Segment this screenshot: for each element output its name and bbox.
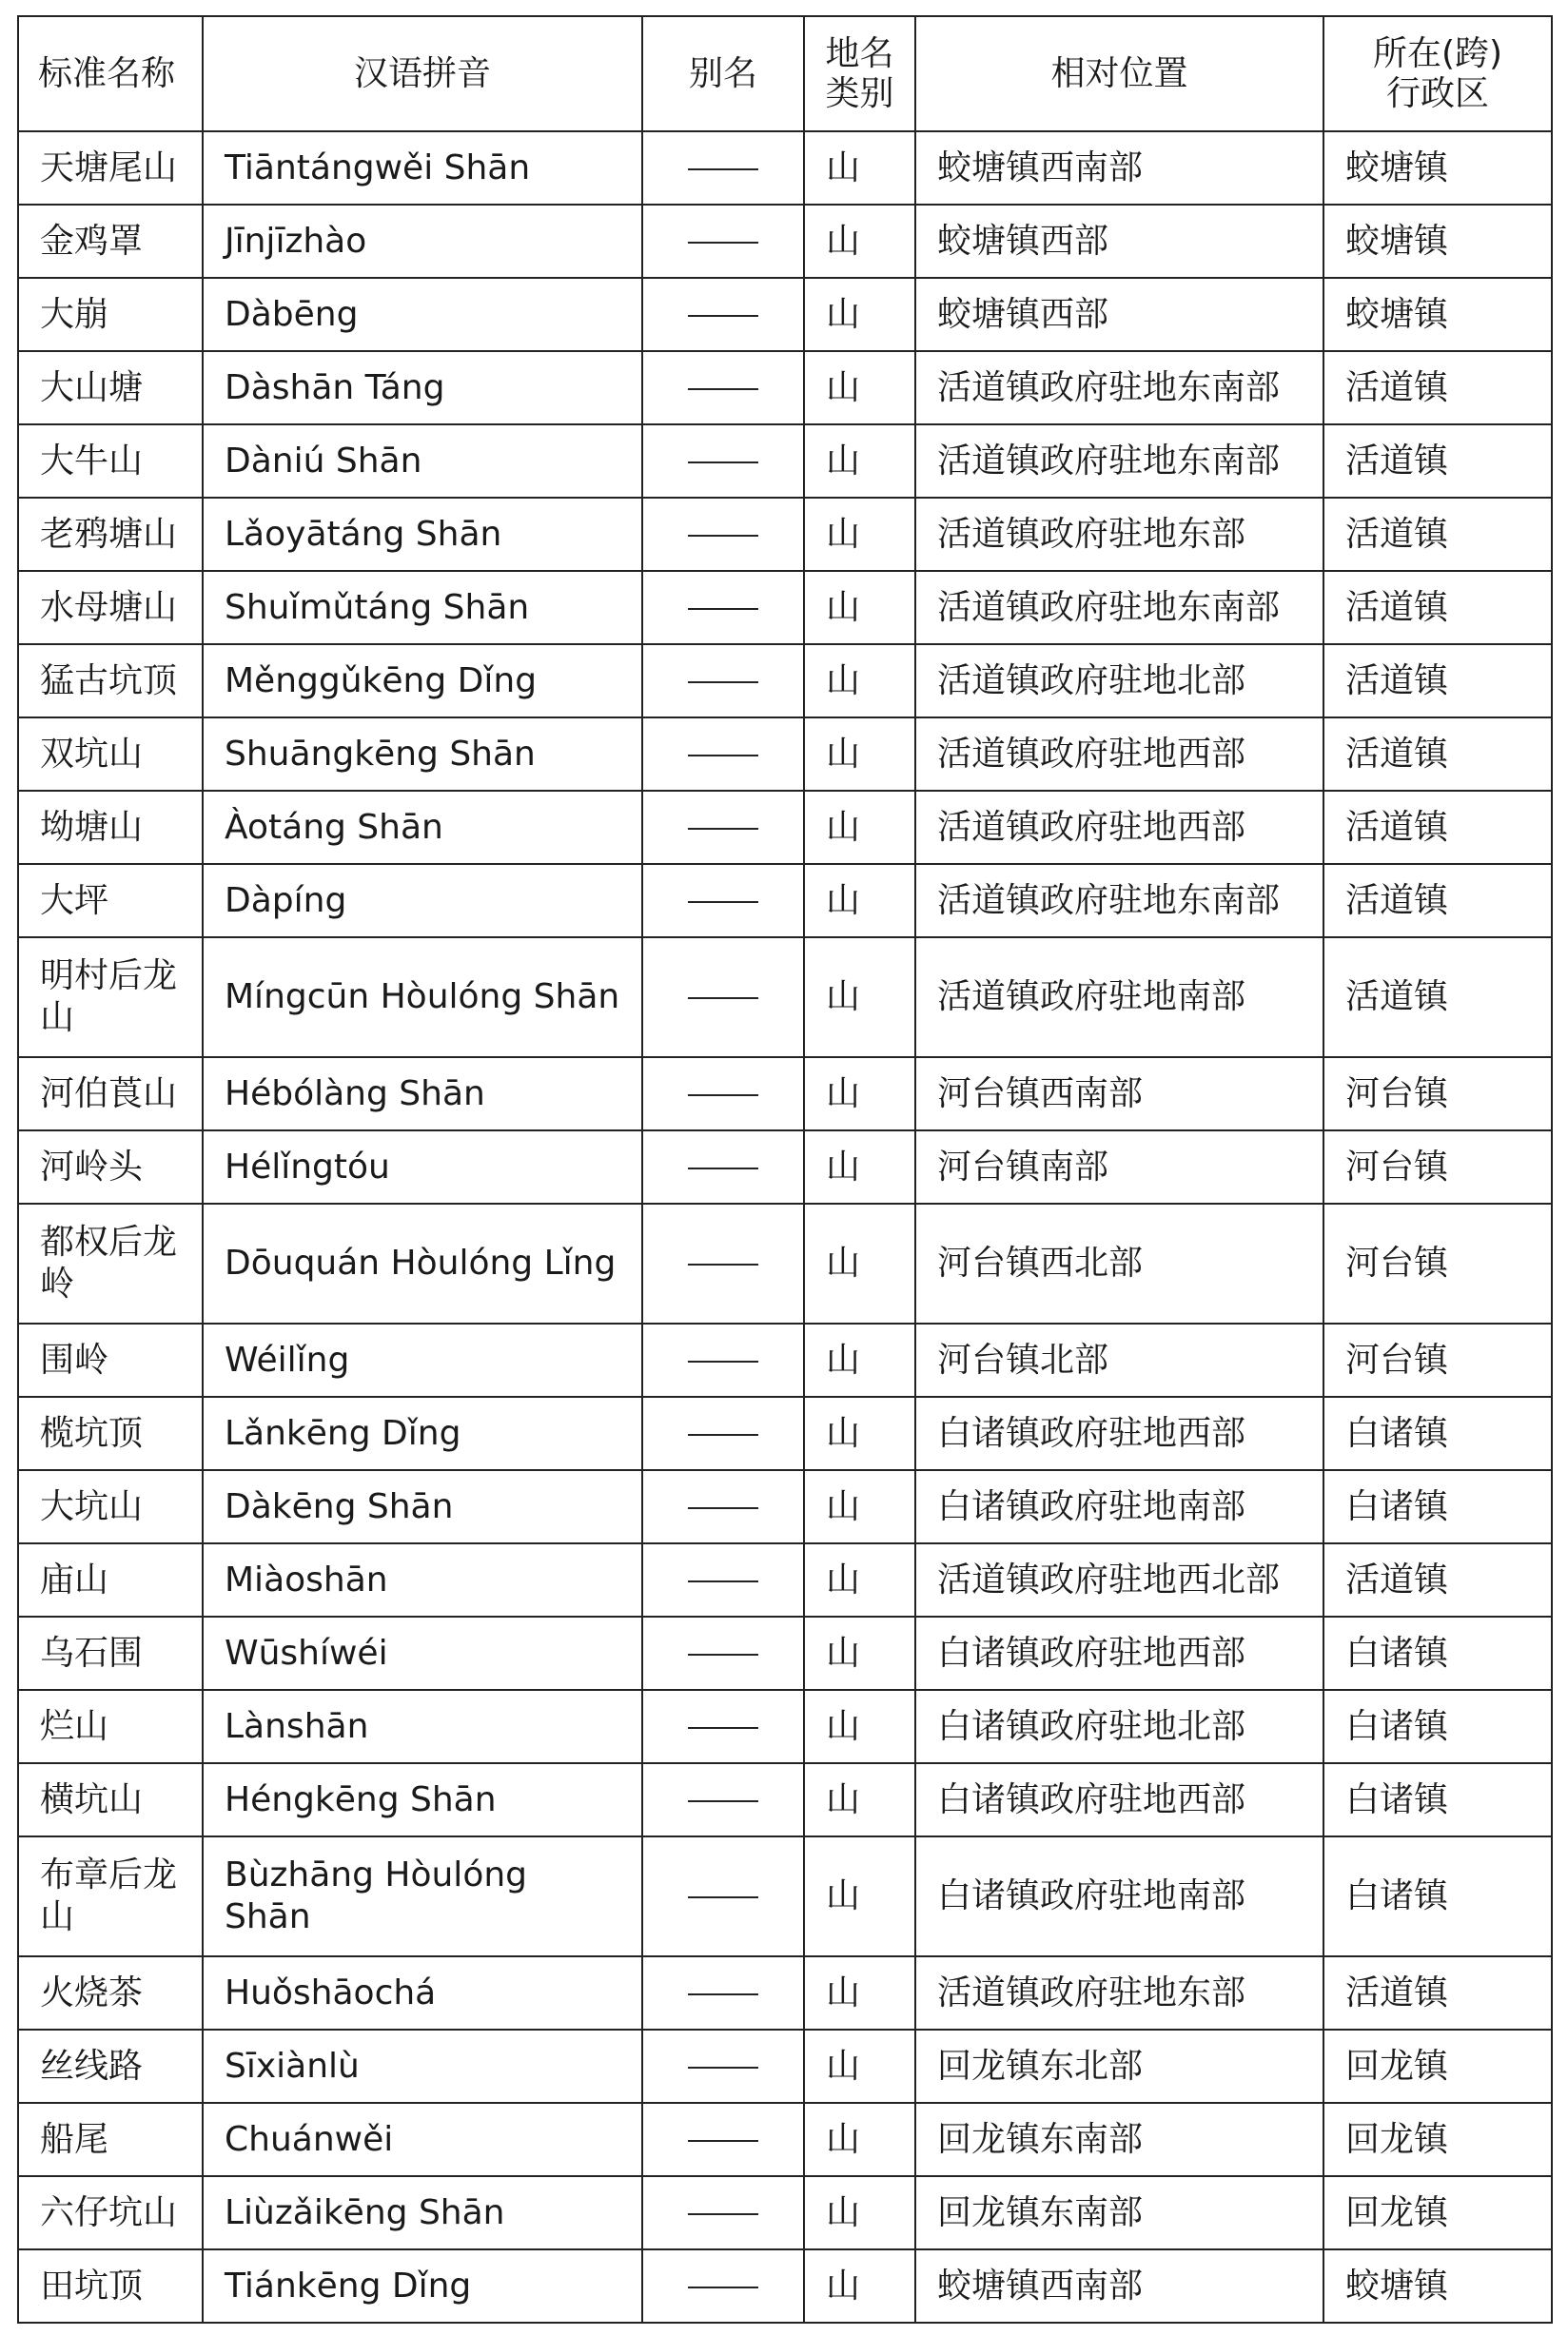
cell-relative-position: 蛟塘镇西南部 <box>915 131 1323 205</box>
alias-empty-dash <box>688 1094 758 1096</box>
cell-admin-region: 活道镇 <box>1323 1956 1552 2030</box>
cell-admin-region: 活道镇 <box>1323 717 1552 791</box>
table-row <box>18 1324 1552 1397</box>
cell-relative-position: 白诸镇政府驻地南部 <box>915 1470 1323 1543</box>
cell-alias <box>642 1324 804 1397</box>
cell-pinyin: Wéilǐng <box>203 1324 642 1397</box>
cell-place-type: 山 <box>804 937 915 1057</box>
alias-empty-dash <box>688 997 758 999</box>
header-admin-region-line2: 行政区 <box>1385 73 1489 113</box>
table-row <box>18 791 1552 864</box>
cell-place-type: 山 <box>804 717 915 791</box>
cell-place-type: 山 <box>804 351 915 424</box>
cell-alias <box>642 791 804 864</box>
cell-alias <box>642 498 804 571</box>
table-row <box>18 2103 1552 2176</box>
cell-standard-name: 天塘尾山 <box>18 131 203 205</box>
cell-relative-position: 白诸镇政府驻地西部 <box>915 1617 1323 1690</box>
cell-alias <box>642 864 804 937</box>
cell-relative-position: 回龙镇东南部 <box>915 2103 1323 2176</box>
cell-place-type: 山 <box>804 205 915 278</box>
cell-alias <box>642 205 804 278</box>
cell-place-type: 山 <box>804 1057 915 1130</box>
cell-alias <box>642 1617 804 1690</box>
cell-alias <box>642 1543 804 1617</box>
cell-relative-position: 白诸镇政府驻地西部 <box>915 1397 1323 1470</box>
table-row <box>18 571 1552 644</box>
table-row <box>18 1690 1552 1763</box>
cell-relative-position: 河台镇西北部 <box>915 1204 1323 1324</box>
alias-empty-dash <box>688 1361 758 1363</box>
cell-admin-region: 回龙镇 <box>1323 2030 1552 2103</box>
alias-empty-dash <box>688 1264 758 1266</box>
table-row <box>18 1397 1552 1470</box>
cell-standard-name: 明村后龙山 <box>18 937 203 1057</box>
cell-place-type: 山 <box>804 131 915 205</box>
cell-relative-position: 活道镇政府驻地东部 <box>915 498 1323 571</box>
cell-pinyin: Lǎoyātáng Shān <box>203 498 642 571</box>
cell-standard-name: 乌石围 <box>18 1617 203 1690</box>
cell-place-type: 山 <box>804 571 915 644</box>
cell-admin-region: 活道镇 <box>1323 791 1552 864</box>
cell-admin-region: 蛟塘镇 <box>1323 131 1552 205</box>
alias-empty-dash <box>688 2287 758 2288</box>
alias-empty-dash <box>688 388 758 390</box>
cell-pinyin: Sīxiànlù <box>203 2030 642 2103</box>
cell-place-type: 山 <box>804 1690 915 1763</box>
cell-admin-region: 活道镇 <box>1323 1543 1552 1617</box>
cell-standard-name: 船尾 <box>18 2103 203 2176</box>
cell-admin-region: 蛟塘镇 <box>1323 2249 1552 2323</box>
cell-place-type: 山 <box>804 1324 915 1397</box>
cell-pinyin: Míngcūn Hòulóng Shān <box>203 937 642 1057</box>
cell-pinyin: Dàshān Táng <box>203 351 642 424</box>
alias-empty-dash <box>688 1654 758 1656</box>
table-row <box>18 1204 1552 1324</box>
header-admin-region-line1: 所在(跨) <box>1372 33 1503 73</box>
alias-empty-dash <box>688 1580 758 1582</box>
table-row <box>18 1617 1552 1690</box>
cell-relative-position: 蛟塘镇西南部 <box>915 2249 1323 2323</box>
header-admin-region <box>1323 16 1552 131</box>
table-row <box>18 205 1552 278</box>
cell-pinyin: Àotáng Shān <box>203 791 642 864</box>
alias-empty-dash <box>688 535 758 537</box>
cell-place-type: 山 <box>804 1204 915 1324</box>
cell-place-type: 山 <box>804 2103 915 2176</box>
cell-relative-position: 蛟塘镇西部 <box>915 278 1323 351</box>
alias-empty-dash <box>688 2067 758 2069</box>
cell-admin-region: 活道镇 <box>1323 351 1552 424</box>
table-row <box>18 1836 1552 1956</box>
alias-empty-dash <box>688 242 758 244</box>
cell-alias <box>642 424 804 498</box>
cell-admin-region: 白诸镇 <box>1323 1397 1552 1470</box>
cell-relative-position: 活道镇政府驻地西北部 <box>915 1543 1323 1617</box>
alias-empty-dash <box>688 1507 758 1509</box>
table-row <box>18 1470 1552 1543</box>
header-relative-position: 相对位置 <box>915 16 1323 131</box>
cell-standard-name: 老鸦塘山 <box>18 498 203 571</box>
cell-standard-name: 河伯莨山 <box>18 1057 203 1130</box>
cell-standard-name: 大山塘 <box>18 351 203 424</box>
cell-alias <box>642 937 804 1057</box>
cell-alias <box>642 1836 804 1956</box>
table-row <box>18 424 1552 498</box>
cell-standard-name: 坳塘山 <box>18 791 203 864</box>
alias-empty-dash <box>688 2140 758 2142</box>
cell-admin-region: 河台镇 <box>1323 1057 1552 1130</box>
cell-pinyin: Dàniú Shān <box>203 424 642 498</box>
cell-admin-region: 活道镇 <box>1323 864 1552 937</box>
cell-relative-position: 回龙镇东南部 <box>915 2176 1323 2249</box>
cell-standard-name: 庙山 <box>18 1543 203 1617</box>
cell-relative-position: 活道镇政府驻地东部 <box>915 1956 1323 2030</box>
cell-admin-region: 河台镇 <box>1323 1130 1552 1204</box>
cell-standard-name: 双坑山 <box>18 717 203 791</box>
alias-empty-dash <box>688 828 758 830</box>
cell-standard-name: 田坑顶 <box>18 2249 203 2323</box>
cell-pinyin: Lànshān <box>203 1690 642 1763</box>
cell-standard-name: 河岭头 <box>18 1130 203 1204</box>
cell-alias <box>642 2030 804 2103</box>
cell-place-type: 山 <box>804 2249 915 2323</box>
header-alias: 别名 <box>642 16 804 131</box>
cell-pinyin: Wūshíwéi <box>203 1617 642 1690</box>
cell-relative-position: 河台镇西南部 <box>915 1057 1323 1130</box>
alias-empty-dash <box>688 168 758 170</box>
cell-place-type: 山 <box>804 1617 915 1690</box>
cell-place-type: 山 <box>804 864 915 937</box>
cell-alias <box>642 2176 804 2249</box>
alias-empty-dash <box>688 1727 758 1729</box>
cell-pinyin: Tiánkēng Dǐng <box>203 2249 642 2323</box>
table-row <box>18 278 1552 351</box>
cell-standard-name: 大牛山 <box>18 424 203 498</box>
table-row <box>18 1057 1552 1130</box>
cell-alias <box>642 351 804 424</box>
cell-admin-region: 白诸镇 <box>1323 1836 1552 1956</box>
cell-standard-name: 横坑山 <box>18 1763 203 1836</box>
table-row <box>18 937 1552 1057</box>
cell-relative-position: 活道镇政府驻地东南部 <box>915 864 1323 937</box>
cell-admin-region: 河台镇 <box>1323 1204 1552 1324</box>
cell-alias <box>642 1956 804 2030</box>
table-header-row <box>18 16 1552 131</box>
cell-admin-region: 白诸镇 <box>1323 1763 1552 1836</box>
cell-place-type: 山 <box>804 1397 915 1470</box>
cell-pinyin: Chuánwěi <box>203 2103 642 2176</box>
cell-alias <box>642 644 804 717</box>
cell-pinyin: Lǎnkēng Dǐng <box>203 1397 642 1470</box>
cell-standard-name: 六仔坑山 <box>18 2176 203 2249</box>
cell-pinyin: Dàpíng <box>203 864 642 937</box>
table-body <box>18 131 1552 2323</box>
cell-place-type: 山 <box>804 2176 915 2249</box>
cell-pinyin: Shuāngkēng Shān <box>203 717 642 791</box>
cell-standard-name: 都权后龙岭 <box>18 1204 203 1324</box>
cell-pinyin: Hébólàng Shān <box>203 1057 642 1130</box>
cell-admin-region: 蛟塘镇 <box>1323 205 1552 278</box>
table-row <box>18 2249 1552 2323</box>
alias-empty-dash <box>688 461 758 463</box>
cell-alias <box>642 2103 804 2176</box>
cell-alias <box>642 1057 804 1130</box>
cell-admin-region: 活道镇 <box>1323 498 1552 571</box>
cell-place-type: 山 <box>804 498 915 571</box>
cell-standard-name: 烂山 <box>18 1690 203 1763</box>
cell-pinyin: Héngkēng Shān <box>203 1763 642 1836</box>
cell-relative-position: 白诸镇政府驻地北部 <box>915 1690 1323 1763</box>
table-row <box>18 2176 1552 2249</box>
alias-empty-dash <box>688 755 758 756</box>
cell-pinyin: Huǒshāochá <box>203 1956 642 2030</box>
table-row <box>18 131 1552 205</box>
cell-admin-region: 白诸镇 <box>1323 1690 1552 1763</box>
cell-standard-name: 大坪 <box>18 864 203 937</box>
cell-standard-name: 大崩 <box>18 278 203 351</box>
cell-alias <box>642 2249 804 2323</box>
cell-pinyin: Dàbēng <box>203 278 642 351</box>
alias-empty-dash <box>688 1168 758 1169</box>
cell-relative-position: 蛟塘镇西部 <box>915 205 1323 278</box>
cell-relative-position: 河台镇南部 <box>915 1130 1323 1204</box>
cell-admin-region: 回龙镇 <box>1323 2176 1552 2249</box>
cell-pinyin: Miàoshān <box>203 1543 642 1617</box>
cell-alias <box>642 1397 804 1470</box>
alias-empty-dash <box>688 1434 758 1436</box>
cell-admin-region: 白诸镇 <box>1323 1617 1552 1690</box>
alias-empty-dash <box>688 1993 758 1995</box>
alias-empty-dash <box>688 608 758 610</box>
cell-alias <box>642 1204 804 1324</box>
header-pinyin: 汉语拼音 <box>203 16 642 131</box>
cell-place-type: 山 <box>804 791 915 864</box>
cell-relative-position: 活道镇政府驻地西部 <box>915 717 1323 791</box>
cell-place-type: 山 <box>804 2030 915 2103</box>
cell-pinyin: Jīnjīzhào <box>203 205 642 278</box>
cell-admin-region: 活道镇 <box>1323 937 1552 1057</box>
header-place-type-line2: 类别 <box>825 73 894 113</box>
cell-alias <box>642 1130 804 1204</box>
cell-relative-position: 活道镇政府驻地东南部 <box>915 571 1323 644</box>
cell-admin-region: 回龙镇 <box>1323 2103 1552 2176</box>
cell-place-type: 山 <box>804 644 915 717</box>
alias-empty-dash <box>688 315 758 317</box>
cell-admin-region: 蛟塘镇 <box>1323 278 1552 351</box>
cell-relative-position: 河台镇北部 <box>915 1324 1323 1397</box>
table-row <box>18 1956 1552 2030</box>
cell-alias <box>642 571 804 644</box>
cell-pinyin: Shuǐmǔtáng Shān <box>203 571 642 644</box>
header-place-type <box>804 16 915 131</box>
cell-alias <box>642 1690 804 1763</box>
table-row <box>18 1130 1552 1204</box>
cell-pinyin: Liùzǎikēng Shān <box>203 2176 642 2249</box>
cell-relative-position: 活道镇政府驻地东南部 <box>915 424 1323 498</box>
cell-standard-name: 围岭 <box>18 1324 203 1397</box>
cell-pinyin: Bùzhāng Hòulóng Shān <box>203 1836 642 1956</box>
cell-admin-region: 活道镇 <box>1323 571 1552 644</box>
cell-relative-position: 活道镇政府驻地北部 <box>915 644 1323 717</box>
table-row <box>18 644 1552 717</box>
cell-alias <box>642 717 804 791</box>
header-place-type-line1: 地名 <box>825 33 894 73</box>
cell-place-type: 山 <box>804 278 915 351</box>
cell-place-type: 山 <box>804 1836 915 1956</box>
cell-relative-position: 回龙镇东北部 <box>915 2030 1323 2103</box>
cell-place-type: 山 <box>804 1130 915 1204</box>
cell-alias <box>642 1470 804 1543</box>
alias-empty-dash <box>688 1896 758 1898</box>
cell-alias <box>642 278 804 351</box>
cell-admin-region: 活道镇 <box>1323 424 1552 498</box>
cell-admin-region: 白诸镇 <box>1323 1470 1552 1543</box>
cell-admin-region: 活道镇 <box>1323 644 1552 717</box>
table-row <box>18 498 1552 571</box>
cell-admin-region: 河台镇 <box>1323 1324 1552 1397</box>
cell-standard-name: 丝线路 <box>18 2030 203 2103</box>
cell-place-type: 山 <box>804 1763 915 1836</box>
cell-standard-name: 榄坑顶 <box>18 1397 203 1470</box>
cell-pinyin: Tiāntángwěi Shān <box>203 131 642 205</box>
table-row <box>18 351 1552 424</box>
place-name-table <box>17 15 1553 2324</box>
header-standard-name: 标准名称 <box>18 16 203 131</box>
cell-place-type: 山 <box>804 1956 915 2030</box>
cell-alias <box>642 1763 804 1836</box>
cell-standard-name: 水母塘山 <box>18 571 203 644</box>
cell-relative-position: 活道镇政府驻地东南部 <box>915 351 1323 424</box>
cell-pinyin: Hélǐngtóu <box>203 1130 642 1204</box>
cell-relative-position: 白诸镇政府驻地南部 <box>915 1836 1323 1956</box>
cell-standard-name: 金鸡罩 <box>18 205 203 278</box>
cell-standard-name: 大坑山 <box>18 1470 203 1543</box>
cell-pinyin: Měnggǔkēng Dǐng <box>203 644 642 717</box>
table-row <box>18 864 1552 937</box>
table-row <box>18 2030 1552 2103</box>
table-row <box>18 1763 1552 1836</box>
alias-empty-dash <box>688 681 758 683</box>
cell-standard-name: 猛古坑顶 <box>18 644 203 717</box>
cell-relative-position: 白诸镇政府驻地西部 <box>915 1763 1323 1836</box>
alias-empty-dash <box>688 901 758 903</box>
table-row <box>18 1543 1552 1617</box>
cell-standard-name: 布章后龙山 <box>18 1836 203 1956</box>
cell-place-type: 山 <box>804 1543 915 1617</box>
cell-relative-position: 活道镇政府驻地西部 <box>915 791 1323 864</box>
alias-empty-dash <box>688 2213 758 2215</box>
alias-empty-dash <box>688 1800 758 1802</box>
table-row <box>18 717 1552 791</box>
cell-place-type: 山 <box>804 424 915 498</box>
cell-alias <box>642 131 804 205</box>
cell-pinyin: Dōuquán Hòulóng Lǐng <box>203 1204 642 1324</box>
cell-relative-position: 活道镇政府驻地南部 <box>915 937 1323 1057</box>
cell-place-type: 山 <box>804 1470 915 1543</box>
cell-pinyin: Dàkēng Shān <box>203 1470 642 1543</box>
cell-standard-name: 火烧茶 <box>18 1956 203 2030</box>
